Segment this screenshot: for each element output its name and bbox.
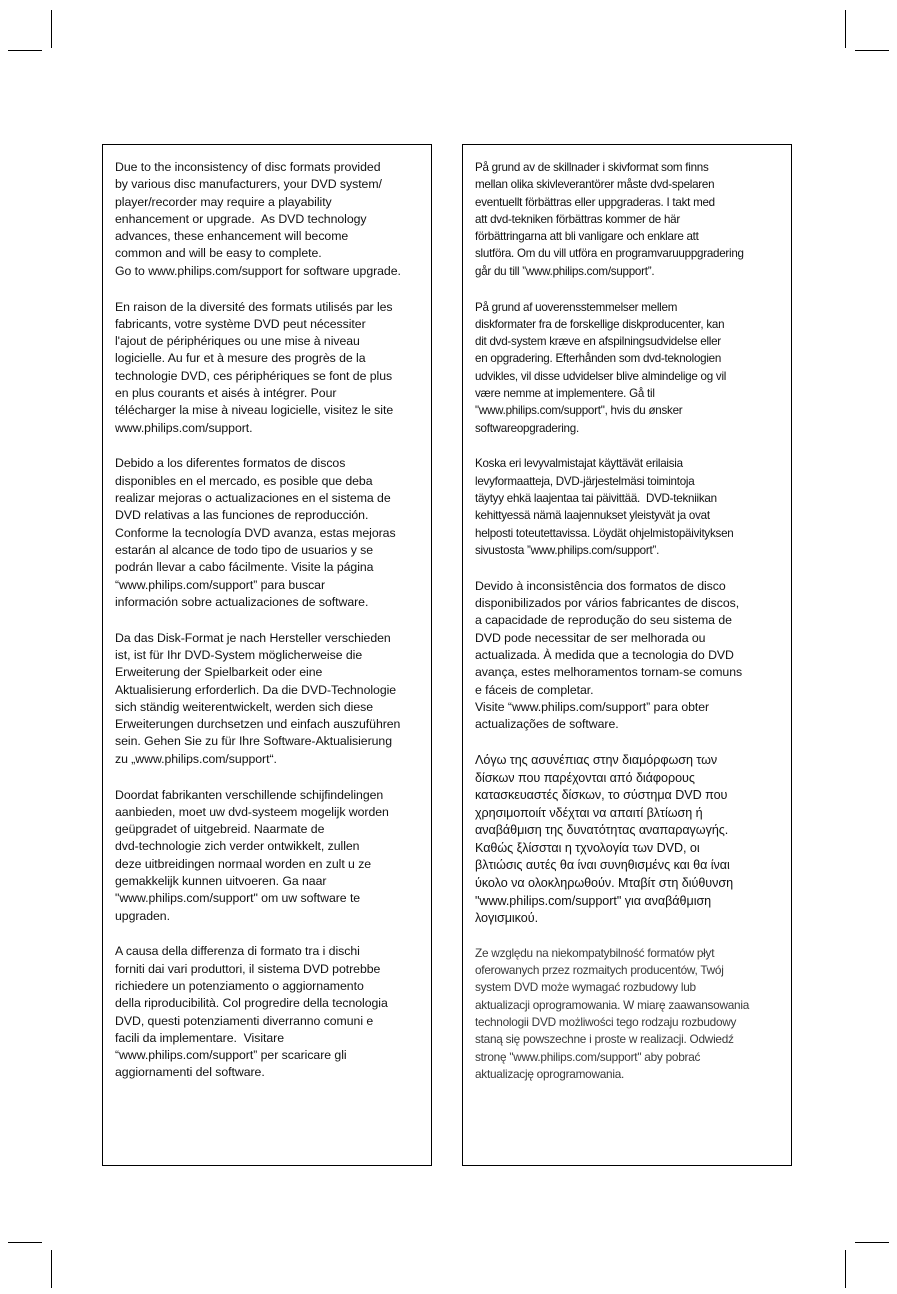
paragraph-finnish: Koska eri levyvalmistajat käyttävät erilaisia levyformaatteja, DVD-järjestelmäsi toimintoja täytyy ehkä laajentaa tai päivittää. DVD-tekniikan kehittyessä nämä laajennukset yleistyvät ja ovat helposti toteutettavissa. Löydät ohjelmistopäivityksen sivustosta ”www.philips.com/support”. <box>475 457 734 557</box>
crop-mark-top-left-vertical <box>51 10 52 48</box>
paragraph-english: Due to the inconsistency of disc formats provided by various disc manufacturers, your DVD system/ player/recorder may require a playability enhancement or upgrade. As DVD technology advances, these enhancement will become common and will be easy to complete. Go to www.philips.com/support for software upgrade. <box>115 160 401 278</box>
paragraph-dutch: Doordat fabrikanten verschillende schijfindelingen aanbieden, moet uw dvd-systeem mogelijk worden geüpgradet of uitgebreid. Naarmate de dvd-technologie zich verder ontwikkelt, zullen deze uitbreidingen normaal worden en zult u ze gemakkelijk kunnen uitvoeren. Ga naar "www.philips.com/support" om uw software te upgraden. <box>115 787 389 923</box>
paragraph-swedish: På grund av de skillnader i skivformat som finns mellan olika skivleverantörer måste dvd-spelaren eventuellt förbättras eller uppgraderas. I takt med att dvd-tekniken förbättras kommer de här förbättringarna att bli vanligare och enklare att slutföra. Om du vill utföra en programvaruuppgradering går du till ”www.philips.com/support”. <box>475 161 744 278</box>
paragraph-german: Da das Disk-Format je nach Hersteller verschieden ist, ist für Ihr DVD-System möglicherweise die Erweiterung der Spielbarkeit oder eine Aktualisierung erforderlich. Da die DVD-Technologie sich ständig weiterentwickelt, werden sich diese Erweiterungen durchsetzen und einfach auszuführen sein. Gehen Sie zu für Ihre Software-Aktualisierung zu „www.philips.com/support“. <box>115 630 401 766</box>
right-panel-content <box>475 159 787 1102</box>
left-text-panel <box>102 144 432 1166</box>
crop-mark-bottom-left-vertical <box>51 1250 52 1288</box>
paragraph-spanish: Debido a los diferentes formatos de discos disponibles en el mercado, es posible que deba realizar mejoras o actualizaciones en el sistema de DVD relativas a las funciones de reproducción. Conforme la tecnología DVD avanza, estas mejoras estarán al alcance de todo tipo de usuarios y se podrán llevar a cabo fácilmente. Visite la página “www.philips.com/support” para buscar información sobre actualizaciones de software. <box>115 456 396 609</box>
paragraph-french: En raison de la diversité des formats utilisés par les fabricants, votre système DVD peut nécessiter l'ajout de périphériques ou une mise à niveau logicielle. Au fur et à mesure des progrès de la technologie DVD, ces périphériques se font de plus en plus courants et aisés à intégrer. Pour télécharger la mise à niveau logicielle, visitez le site www.philips.com/support. <box>115 299 394 435</box>
paragraph-italian: A causa della differenza di formato tra i dischi forniti dai vari produttori, il sistema DVD potrebbe richiedere un potenziamento o aggiornamento della riproducibilità. Col progredire della tecnologia DVD, questi potenziamenti diverranno comuni e facili da implementare. Visitare “www.philips.com/support” per scaricare gli aggiornamenti del software. <box>115 944 388 1080</box>
crop-mark-top-right-vertical <box>845 10 846 48</box>
crop-mark-top-right-horizontal <box>855 50 889 51</box>
left-panel-content <box>115 159 427 1100</box>
paragraph-polish: Ze względu na niekompatybilność formatów płyt oferowanych przez rozmaitych producentów, Twój system DVD może wymagać rozbudowy lub aktualizacji oprogramowania. W miarę zaawansowania technologii DVD możliwości tego rodzaju rozbudowy staną się powszechne i proste w realizacji. Odwiedź stronę "www.philips.com/support" aby pobrać aktualizację oprogramowania. <box>475 945 750 1081</box>
paragraph-danish: På grund af uoverensstemmelser mellem diskformater fra de forskellige diskproducenter, kan dit dvd-system kræve en afspilningsudvidelse eller en opgradering. Efterhånden som dvd-teknologien udvikles, vil disse udvidelser blive almindelige og vil være nemme at implementere. Gå til "www.philips.com/support", hvis du ønsker softwareopgradering. <box>475 300 727 435</box>
right-text-panel <box>462 144 792 1166</box>
crop-mark-top-left-horizontal <box>8 50 42 51</box>
crop-mark-bottom-right-horizontal <box>855 1242 889 1243</box>
paragraph-portuguese: Devido à inconsistência dos formatos de disco disponibilizados por vários fabricantes de discos, a capacidade de reprodução do seu sistema de DVD pode necessitar de ser melhorada ou actualizada. À medida que a tecnologia do DVD avança, estes melhoramentos tornam-se comuns e fáceis de completar. Visite “www.philips.com/support” para obter actualizações de software. <box>475 578 743 732</box>
crop-mark-bottom-left-horizontal <box>8 1242 42 1243</box>
paragraph-greek: Λόγω της ασυνέπιας στην διαμόρφωση των δίσκων που παρέχονται από διάφορους κατασκευαστές δίσκων, το σύστημα DVD που χρησιμοποιίτ νδέχται να απαιτί βλτίωση ή αναβάθμιση της δυνατότητας αναπαραγωγής. Καθώς ξλίσσται η τχνολογία των DVD, οι βλτιώσις αυτές θα ίναι συνηθισμένς και θα ίναι ύκολο να ολοκληρωθούν. Μταβίτ στη διύθυνση "www.philips.com/support" για αναβάθμιση λογισμικού. <box>475 752 734 926</box>
crop-mark-bottom-right-vertical <box>845 1250 846 1288</box>
